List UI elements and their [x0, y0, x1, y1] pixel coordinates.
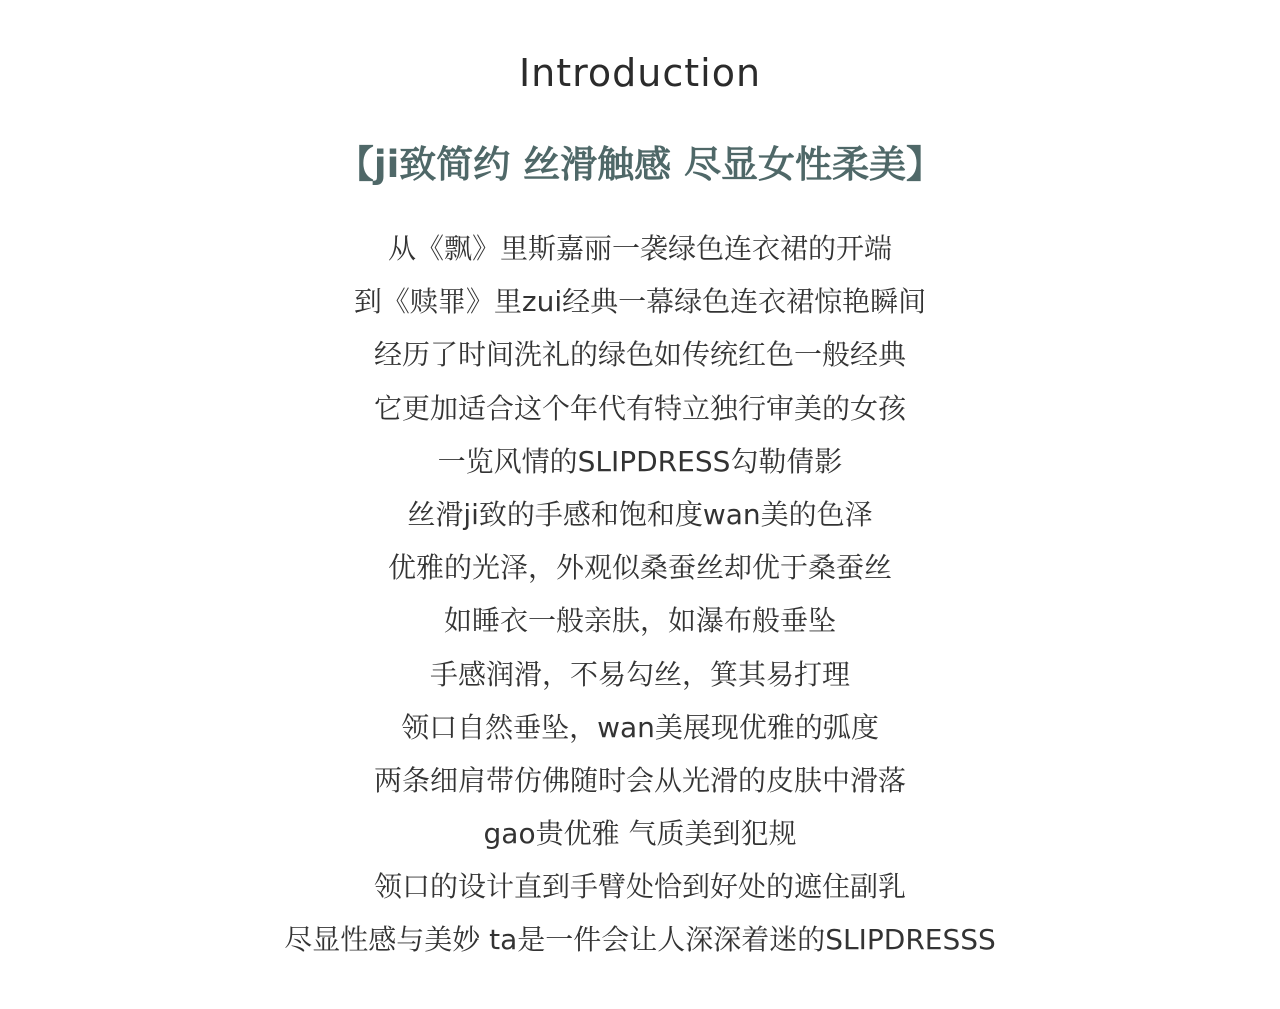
description-line: gao贵优雅 气质美到犯规: [483, 817, 797, 851]
description-text: [0, 222, 1280, 967]
description-line: 到《赎罪》里zui经典一幕绿色连衣裙惊艳瞬间: [353, 285, 927, 319]
description-line: 优雅的光泽，外观似桑蚕丝却优于桑蚕丝: [387, 551, 892, 585]
description-line: 一览风情的SLIPDRESS勾勒倩影: [437, 444, 843, 478]
description-line: 从《飘》里斯嘉丽一袭绿色连衣裙的开端: [387, 232, 892, 265]
description-line: 如睡衣一般亲肤，如瀑布般垂坠: [443, 604, 836, 638]
section-subtitle: 【ji致简约 丝滑触感 尽显女性柔美】: [336, 143, 944, 186]
description-line: 它更加适合这个年代有特立独行审美的女孩: [373, 391, 906, 425]
description-line: 尽显性感与美妙 ta是一件会让人深深着迷的SLIPDRESSS: [284, 923, 996, 957]
description-line: 经历了时间洗礼的绿色如传统红色一般经典: [373, 338, 906, 372]
section-heading: Introduction: [518, 51, 762, 95]
description-line: 丝滑ji致的手感和饱和度wan美的色泽: [407, 497, 873, 531]
description-line: 领口自然垂坠，wan美展现优雅的弧度: [401, 710, 879, 744]
description-line: 领口的设计直到手臂处恰到好处的遮住副乳: [373, 870, 906, 904]
description-line: 手感润滑，不易勾丝，箕其易打理: [429, 657, 850, 691]
description-line: 两条细肩带仿佛随时会从光滑的皮肤中滑落: [373, 763, 906, 797]
